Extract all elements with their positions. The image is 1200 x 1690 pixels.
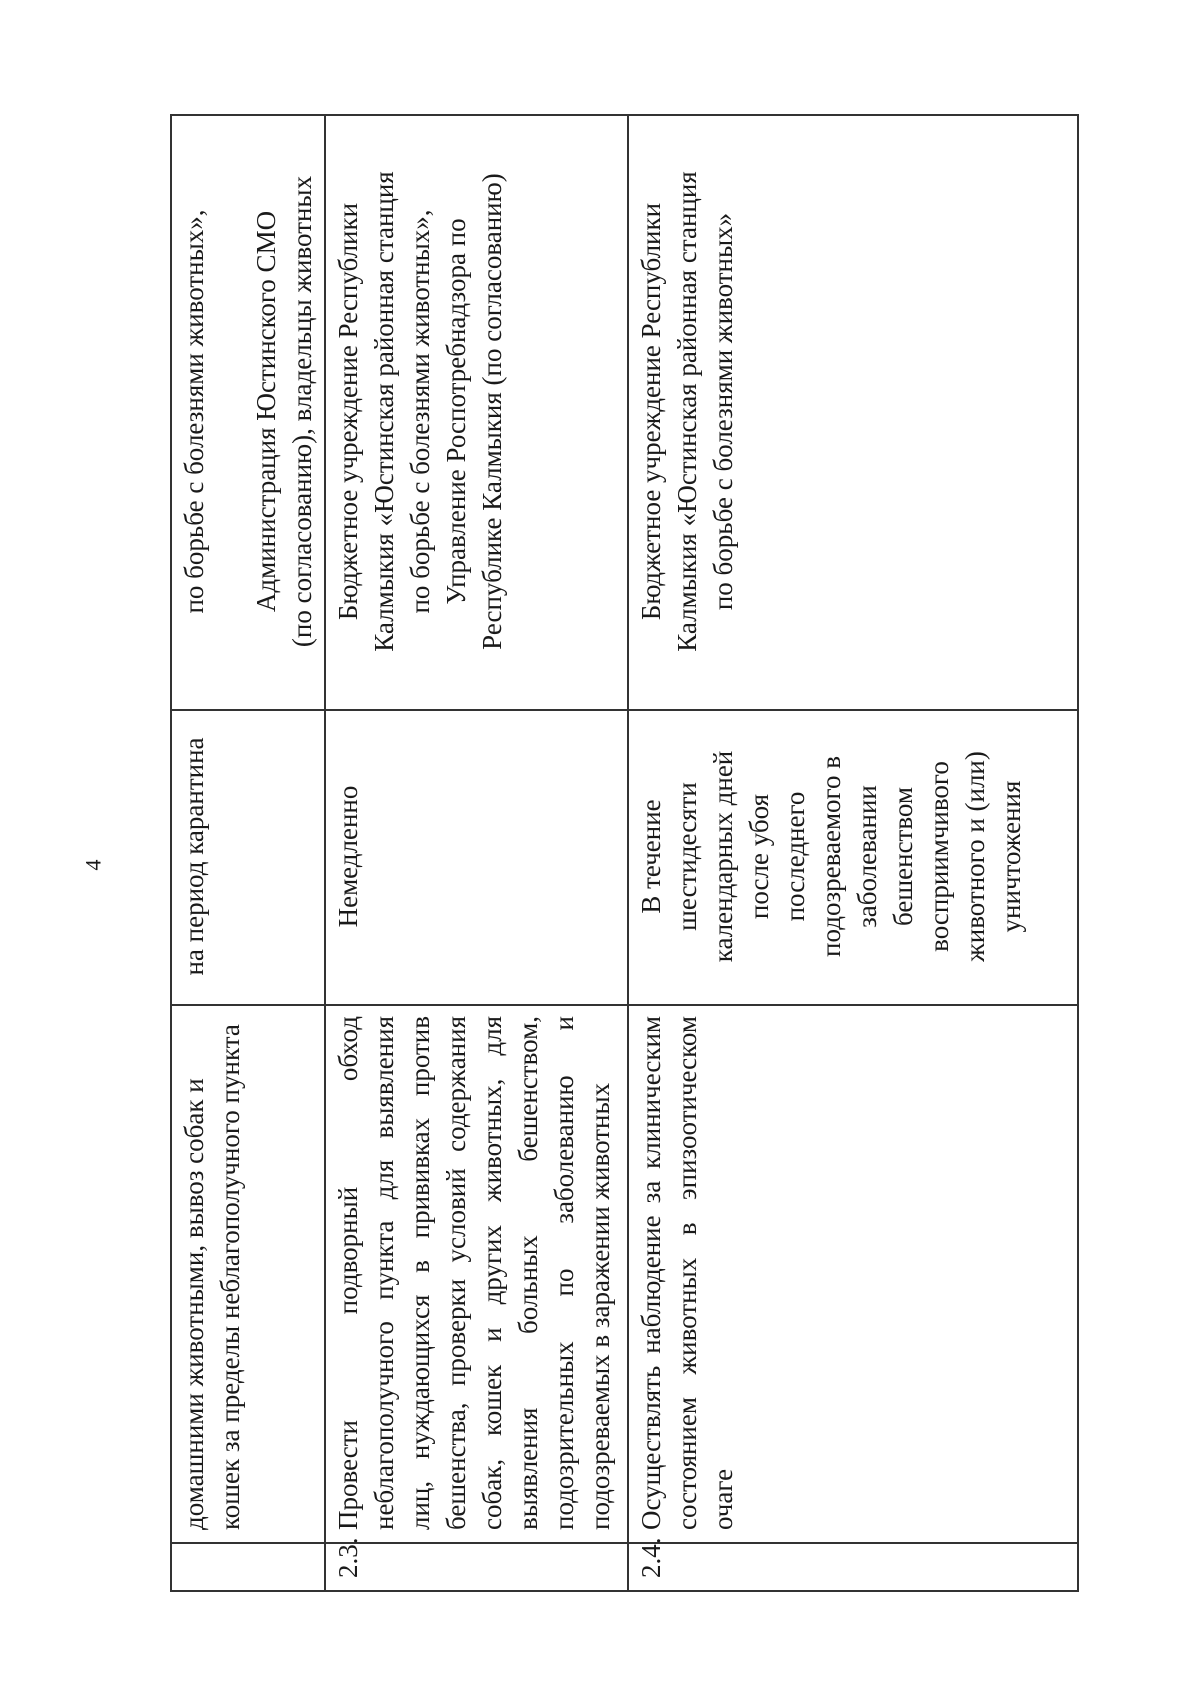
text-line: Республике Калмыкия (по согласованию) <box>477 173 507 650</box>
text-line: очаге <box>708 1468 738 1530</box>
text-line: после убоя <box>744 793 774 920</box>
text-line: Калмыкия «Юстинская районная станция <box>369 171 399 652</box>
measures-table <box>170 114 1079 1592</box>
text-line: уничтожения <box>996 780 1026 933</box>
line-gap <box>212 126 248 697</box>
text-line: бешенства, проверки условий содержания <box>441 1016 471 1530</box>
text-line: на период карантина <box>179 737 209 976</box>
measure-description-cell <box>325 1005 628 1543</box>
text-line: календарных дней <box>708 750 738 963</box>
text-line: домашними животными, вывоз собак и <box>179 1078 209 1530</box>
text-line: по борьбе с болезнями животных», <box>405 209 435 614</box>
text-line: (по согласованию), владельцы животных <box>287 175 317 648</box>
text-line: собак, кошек и других животных, для <box>477 1016 507 1530</box>
text-line: В течение <box>636 799 666 914</box>
text-line: бешенством <box>888 787 918 927</box>
measure-description-cell <box>171 1005 325 1543</box>
text-line: выявления больных бешенством, <box>513 1016 543 1530</box>
deadline-cell <box>171 710 325 1005</box>
text-line: животного и (или) <box>960 751 990 962</box>
text-line: Бюджетное учреждение Республики <box>333 202 363 621</box>
table-row <box>325 115 628 1591</box>
text-line: Провести подворный обход <box>333 1016 363 1530</box>
responsible-cell <box>325 115 628 710</box>
text-line: подозрительных по заболеванию и <box>549 1016 579 1530</box>
text-line: Осуществлять наблюдение за клиническим <box>636 1016 666 1530</box>
responsible-cell <box>171 115 325 710</box>
deadline-cell <box>628 710 1078 1005</box>
page-number: 4 <box>80 859 106 871</box>
text-line: Бюджетное учреждение Республики <box>636 202 666 621</box>
text-line: заболевании <box>852 785 882 928</box>
table-row <box>628 115 1078 1591</box>
text-line: Немедленно <box>333 785 363 928</box>
rotated-table-wrapper <box>170 116 1070 1592</box>
text-line: лиц, нуждающихся в прививках против <box>405 1016 435 1530</box>
row-number-cell <box>171 1543 325 1591</box>
text-line: состоянием животных в эпизоотическом <box>672 1016 702 1530</box>
measure-description-cell <box>628 1005 1078 1543</box>
text-line: Управление Роспотребнадзора по <box>441 218 471 605</box>
text-line: по борьбе с болезнями животных», <box>179 209 209 614</box>
text-line: шестидесяти <box>672 782 702 931</box>
text-line: кошек за пределы неблагополучного пункта <box>215 1024 245 1530</box>
row-number-cell: 2.3. <box>325 1543 628 1591</box>
deadline-cell <box>325 710 628 1005</box>
text-line: подозреваемого в <box>816 756 846 957</box>
text-line: Калмыкия «Юстинская районная станция <box>672 171 702 652</box>
responsible-cell <box>628 115 1078 710</box>
table-row <box>171 115 325 1591</box>
row-number-cell: 2.4. <box>628 1543 1078 1591</box>
text-line: неблагополучного пункта для выявления <box>369 1016 399 1530</box>
text-line: восприимчивого <box>924 761 954 952</box>
text-line: подозреваемых в заражении животных <box>585 1082 615 1530</box>
text-line: Администрация Юстинского СМО <box>251 210 281 613</box>
text-line: по борьбе с болезнями животных» <box>708 212 738 611</box>
text-line: последнего <box>780 791 810 922</box>
